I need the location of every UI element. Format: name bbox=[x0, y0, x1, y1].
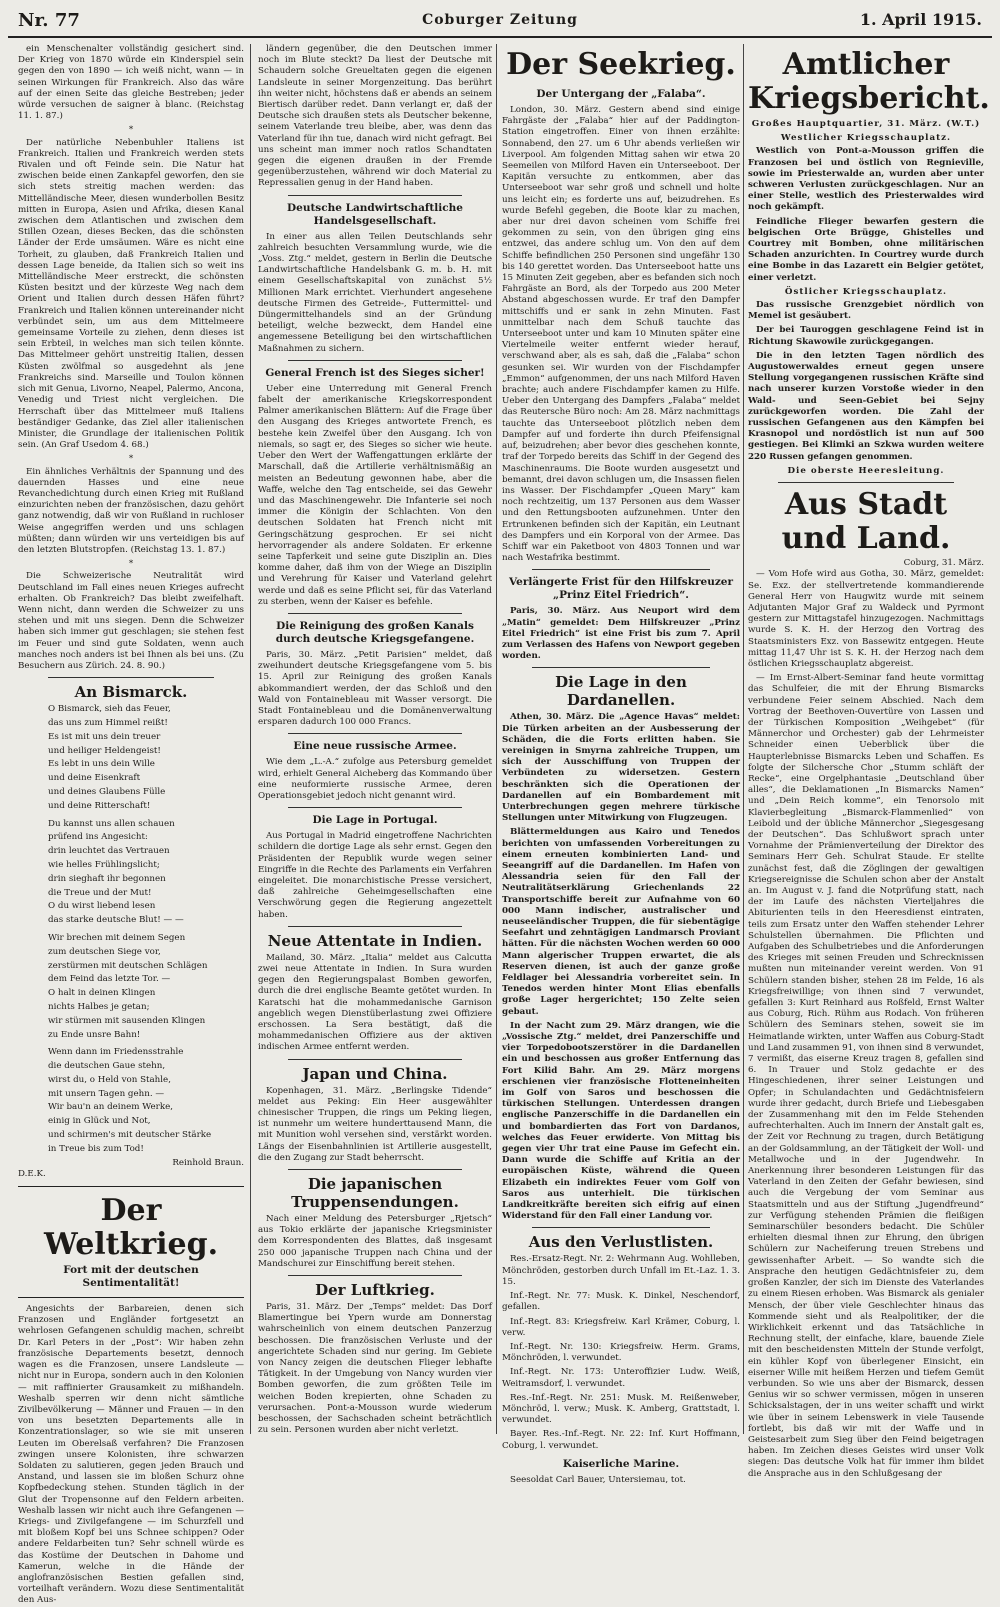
section-title-weltkrieg: Der Weltkrieg. bbox=[43, 1193, 219, 1263]
article-headline: Die japanischen Truppensendungen. bbox=[291, 1175, 459, 1212]
article-headline: Kaiserliche Marine. bbox=[562, 1457, 680, 1470]
article-text: Angesichts der Barbareien, denen sich Franzosen und Engländer fortgesetzt an wehrlosen Gefangenen schuldig machen, schreibt Dr. Karl Peters in der „Post“: Wir haben zehn französische Departements besetzt, dennoch wagen es die Franzosen, unsere Landsleute — nicht nur in Europa, sondern auch in den Kolonien — mit raffinierter Grausamkeit zu mißhandeln. Weshalb sperren wir denn nicht sämtliche Zivilbevölkerung — Männer und Frauen — in den von uns besetzten Departements alle in Konzentrationslager, so wie sie mit unseren Leuten im Oberelsaß verfahren? Die Franzosen zwingen unsere Kolonisten, ihre schwarzen Soldaten zu salutieren, gegen jeden Brauch und Anstand, und lassen sie im bloßen Schurz ohne Kopfbedeckung stehen. Stunden täglich in der Glut der Tropensonne auf den Feldern arbeiten. Weshalb lassen wir nicht auch ihre Gefangenen — Kriegs- und Zivilgefangene — im Schurzfell und mit bloßem Kopf bei uns Schnee schippen? Oder andere Feldarbeiten tun? Sehr schnell würde es das Kostüme der Deutschen in Dahome und Kamerun, welche in die Hände der anglofranzösischen Bestien gefallen sind, vorteilhaft verändern. Wozu diese Sentimentalität den Aus- bbox=[18, 1304, 244, 1606]
poem-line: Wir bau'n an deinem Werke, bbox=[48, 1102, 173, 1113]
divider bbox=[288, 1275, 462, 1276]
poem-line: einig in Glück und Not, bbox=[48, 1116, 151, 1127]
article-text: Paris, 31. März. Der „Temps“ meldet: Das Dorf Blamertingue bei Ypern wurde am Donnerstag wahrscheinlich von einem deutschen Panzerzug beschossen. Die französischen Verluste und der angerichtete Schaden sind nur gering. Im Gebiete von Nancy zeigen die deutschen Flieger lebhafte Tätigkeit. In der Umgebung von Nancy wurden vier Bomben geworfen, die zum größten Teile im weichen Boden krepierten, ohne Schaden zu verursachen. Pont-a-Mousson wurde wiederum beschossen, der Sachschaden scheint beträchtlich zu sein. Personen wurden aber nicht verletzt. bbox=[258, 1302, 492, 1436]
poem-line: die Treue und der Mut! bbox=[48, 887, 152, 898]
poem-line: und deine Ritterschaft! bbox=[48, 800, 151, 811]
separator-star: * bbox=[128, 559, 134, 570]
column-1 bbox=[18, 44, 244, 1606]
divider bbox=[288, 195, 462, 196]
article-headline: Japan und China. bbox=[302, 1064, 448, 1083]
separator-star: * bbox=[128, 125, 134, 136]
poem-line: O halt in deinen Klingen bbox=[48, 988, 156, 999]
column-rule bbox=[496, 44, 497, 1434]
divider bbox=[532, 569, 710, 570]
column-4 bbox=[748, 44, 990, 1479]
dek-label: D.E.K. bbox=[18, 1168, 46, 1179]
subsection-east: Östlicher Kriegsschauplatz. bbox=[784, 286, 948, 297]
casualty-entry: Inf.-Regt. 83: Kriegsfreiw. Karl Krämer, Coburg, l. verw. bbox=[502, 1316, 740, 1338]
poem-line: die deutschen Gaue stehn, bbox=[48, 1061, 166, 1072]
article-text: Kopenhagen, 31. März. „Berlingske Tidende“ meldet aus Peking: Ein Heer ausgewählter chinesischer Truppen, die rings um Peking liegen, ist nunmehr um weitere hunderttausend Mann, die mit Munition wohl versehen sind, verstärkt worden. Längs der Eisenbahnlinien ist Artillerie ausgestellt, die den Zugang zur Stadt beherrscht. bbox=[258, 1085, 492, 1163]
poem-line: prüfend ins Angesicht: bbox=[48, 832, 148, 843]
poem-line: Es ist mit uns dein treuer bbox=[48, 731, 161, 742]
poem-line: Wir brechen mit deinem Segen bbox=[48, 932, 186, 943]
poem-line: und deine Eisenkraft bbox=[48, 773, 141, 784]
poem-line: wie helles Frühlingslicht; bbox=[48, 859, 160, 870]
article-headline: Eine neue russische Armee. bbox=[293, 740, 457, 753]
local-news-text: — Vom Hofe wird aus Gotha, 30. März, gemeldet: Se. Exz. der stellvertretende kommandierende General Herr von Haugwitz wurde mit seinem Adjutanten Major Graf zu Waldeck und Pyrmont gestern zur Mittagstafel hinzugezogen. Nachmittags wurde S. K. H. der Herzog den Vortrag des Staatsministers Exz. von Bassewitz entgegen. Heute mittag 11,47 Uhr ist S. K. H. der Herzog nach dem östlichen Kriegsschauplatz abgereist. bbox=[748, 569, 984, 669]
poem-line: und heiliger Heldengeist! bbox=[48, 745, 161, 756]
poem-line: Du kannst uns allen schauen bbox=[48, 818, 175, 829]
article-headline: Der Untergang der „Falaba“. bbox=[536, 88, 706, 100]
poem-title: An Bismarck. bbox=[74, 683, 188, 702]
divider bbox=[288, 1059, 462, 1060]
poem-line: Es lebt in uns dein Wille bbox=[48, 759, 155, 770]
divider bbox=[532, 667, 710, 668]
article-text: London, 30. März. Gestern abend sind einige Fahrgäste der „Falaba“ hier auf der Paddington-Station eingetroffen. Einer von ihnen erzählte: Sonnabend, den 27. um 6 Uhr abends verließen wir Liverpool. Am folgenden Mittag sahen wir etwa 20 Seemeilen von Milford Haven ein Unterseeboot. Der Kapitän versuchte zu entkommen, aber das Unterseeboot war sehr groß und schnell und holte uns leicht ein; es forderte uns auf, beizudrehen. Es wurde Befehl gegeben, die Boote klar zu machen, aber nur drei davon scheinen vom Schiffe frei gekommen zu sein, von den übrigen ging eins entzwei, das andere schlug um. Von den auf dem Schiffe befindlichen 250 Personen sind ungefähr 130 bis 140 gerettet worden. Das Unterseeboot hatte uns 15 Minuten Zeit gegeben, aber es befanden sich noch Fahrgäste an Bord, als der Torpedo aus 200 Meter Abstand abgeschossen wurde. Er traf den Dampfer mittschiffs und er sank in zehn Minuten. Fast unmittelbar nach dem Schuß tauchte das Unterseeboot unter und kam 10 Minuten später eine Viertelmeile weiter entfernt wieder herauf, verschwand aber, als es sah, daß die „Falaba“ schon gesunken sei. Wir wurden von der Fischdampfer „Emmon“ aufgenommen, der uns nach Milford Haven brachte; auch andere Fischdampfer kamen zu Hilfe. Ueber den Untergang des Dampfers „Falaba“ meldet das Reutersche Büro noch: Am 28. März nachmittags tauchte das Unterseeboot plötzlich neben dem Dampfer auf und forderte ihn durch Pfeifensignal auf, beizudrehen; aber bevor dies geschehen konnte, traf der Torpedo bereits das Schiff in der Gegend des Maschinenraums. Die Boote wurden ausgesetzt und bemannt, drei davon schlugen um, die Insassen fielen ins Wasser. Der Fischdampfer „Queen Mary“ kam noch rechtzeitig, um 137 Personen aus dem Wasser und den Rettungsbooten aufzunehmen. Unter den Ertrunkenen befinden sich der Kapitän, ein Leutnant des Dampfers und ein Korporal von der Armee. Das Schiff war ein Paketboot von 4803 Tonnen und war nach Westafrika bestimmt. bbox=[502, 105, 740, 564]
poem-line: O du wirst liebend lesen bbox=[48, 901, 156, 912]
casualty-entry: Inf.-Regt. Nr. 173: Unteroffizier Ludw. Weiß, Weitramsdorf, l. verwundet. bbox=[502, 1367, 740, 1389]
article-headline: Neue Attentate in Indien. bbox=[267, 931, 483, 950]
article-headline: Verlängerte Frist für den Hilfskreuzer „Prinz Eitel Friedrich“. bbox=[508, 576, 734, 602]
poem-line: das uns zum Himmel reißt! bbox=[48, 717, 168, 728]
article-text: Aus Portugal in Madrid eingetroffene Nachrichten schildern die dortige Lage als sehr ernst. Gegen den Präsidenten der Republik wurde wegen seiner Eingriffe in die Rechte des Parlaments ein Verfahren eingeleitet. Die monarchistische Presse versichert, daß zahlreiche Geheimgesellschaften eine Verschwörung gegen die Regierung angezettelt haben. bbox=[258, 831, 492, 920]
subsection-west: Westlicher Kriegsschauplatz. bbox=[780, 133, 952, 144]
bismarck-quote: ein Menschenalter vollständig gesichert sind. Der Krieg von 1870 würde ein Kinderspiel sein gegen den von 1890 — ich weiß nicht, wann — in seinen Wirkungen für Frankreich. Also das wäre auf der einen Seite das gleiche Bestreben; jeder würde versuchen de saigner à blanc. (Reichstag 11. 1. 87.) bbox=[18, 44, 244, 122]
poem-line: drin leuchtet das Vertrauen bbox=[48, 846, 170, 857]
article-headline: Die Lage in Portugal. bbox=[312, 814, 438, 827]
article-headline: General French ist des Sieges sicher! bbox=[265, 366, 485, 379]
column-rule bbox=[250, 44, 251, 1434]
report-text: Das russische Grenzgebiet nördlich von Memel ist gesäubert. bbox=[748, 300, 984, 322]
article-text: Wie dem „L.-A.“ zufolge aus Petersburg gemeldet wird, erhielt General Aicheberg das Kommando über eine neuformierte russische Armee, deren Operationsgebiet jedoch nicht genannt wird. bbox=[258, 757, 492, 801]
poem-line: mit unsern Tagen gehn. — bbox=[48, 1088, 165, 1099]
column-3 bbox=[502, 44, 740, 1485]
article-headline: Fort mit der deutschen Sentimentalität! bbox=[63, 1264, 199, 1290]
poem bbox=[18, 704, 244, 1156]
article-headline: Deutsche Landwirtschaftliche Handelsgesellschaft. bbox=[287, 201, 463, 227]
article-headline: Der Luftkrieg. bbox=[315, 1281, 435, 1300]
section-title-stadt-land: Aus Stadt und Land. bbox=[781, 487, 951, 557]
casualty-entry: Res.-Ersatz-Regt. Nr. 2: Wehrmann Aug. Wohlleben, Mönchröden, gestorben durch Unfall im Et.-Laz. 1. 3. 15. bbox=[502, 1254, 740, 1287]
report-text: Westlich von Pont-a-Mousson griffen die Franzosen bei und östlich von Regnieville, sowie im Priesterwalde an, wurden aber unter schweren Verlusten zurückgeschlagen. Nur an einer Stelle, westlich des Priesterwaldes wird noch gekämpft. bbox=[748, 146, 984, 213]
article-headline: Aus den Verlustlisten. bbox=[528, 1233, 714, 1252]
casualty-entry: Inf.-Regt. Nr. 130: Kriegsfreiw. Herm. Grams, Mönchröden, l. verwundet. bbox=[502, 1341, 740, 1364]
divider bbox=[288, 926, 462, 927]
poem-line: wirst du, o Held von Stahle, bbox=[48, 1074, 171, 1085]
divider bbox=[288, 1169, 462, 1170]
poem-line: O Bismarck, sieh das Feuer, bbox=[48, 704, 171, 715]
section-title-seekrieg: Der Seekrieg. bbox=[506, 47, 736, 82]
report-text: Feindliche Flieger bewarfen gestern die belgischen Orte Brügge, Ghistelles und Courtrey mit Bomben, ohne militärischen Schaden anzurichten. In Courtrey wurde durch eine Bombe in das Lazarett ein Belgier getötet, einer verletzt. bbox=[748, 216, 984, 283]
bismarck-quote: Die Schweizerische Neutralität wird Deutschland im Fall eines neuen Krieges aufrecht erhalten. Ob Frankreich? Das bleibt zweifelhaft. Wenn nicht, dann werden die Schweizer zu uns stehen und mit uns siegen. Denn die Schweizer haben sich immer gut geschlagen; sie stehen fest im Feuer und sind gute Soldaten, wenn auch manches noch anders ist bei Ihnen als bei uns. (Zu Besuchern aus Zürich. 24. 8. 90.) bbox=[18, 571, 244, 671]
poem-line: und deines Glaubens Fülle bbox=[48, 786, 166, 797]
report-text: Der bei Tauroggen geschlagene Feind ist in Richtung Skawowile zurückgegangen. bbox=[748, 325, 984, 347]
poem-line: das starke deutsche Blut! — — bbox=[48, 915, 184, 926]
weltkrieg-box bbox=[18, 1186, 244, 1298]
report-signature: Die oberste Heeresleitung. bbox=[787, 465, 945, 476]
divider bbox=[288, 613, 462, 614]
poem-author: Reinhold Braun. bbox=[172, 1157, 244, 1168]
article-text: In der Nacht zum 29. März drangen, wie die „Vossische Ztg.“ meldet, drei Panzerschiffe und vier Torpedobootszerstörer in die Dardanellen ein und beschossen aus großer Entfernung das Fort Kilid Bahr. Am 29. März morgens erschienen vier französische Flotteneinheiten im Golf von Saros und beschossen die türkischen Stellungen. Unterdessen drangen englische Panzerschiffe in die Dardanellen ein und bombardierten das Fort von Dardanos, welches das Feuer erwiderte. Von Mittag bis gegen vier Uhr trat eine Pause im Gefecht ein. Dann wurde die Schiffe auf Kritia an der europäischen Küste, während die Queen Elizabeth ein indirektes Feuer vom Golf von Saros aus unterhielt. Die türkischen Landkreitkräfte bereiten sich eifrig auf einen Widerstand für den Fall einer Landung vor. bbox=[502, 1020, 740, 1222]
article-headline: Die Lage in den Dardanellen. bbox=[555, 673, 687, 710]
divider bbox=[532, 1227, 710, 1228]
casualty-entry: Res.-Inf.-Regt. Nr. 251: Musk. M. Reißenweber, Mönchröd, l. verw.; Musk. K. Amberg, Grattstadt, l. verwundet. bbox=[502, 1392, 740, 1426]
report-dateline: Großes Hauptquartier, 31. März. (W.T.) bbox=[751, 119, 981, 129]
article-text: ländern gegenüber, die den Deutschen immer noch im Blute steckt? Da liest der Deutsche mit Schaudern solche Greueltaten gegen die eigenen Landsleute in seiner Morgenzeitung. Das berührt ihn weiter nicht, höchstens daß er abends an seinem Biertisch darüber redet. Dann verlangt er, daß der Deutsche sich draußen stets als Deutscher bekenne, seinem Vaterlande treu bleibe, aber, was denn das Vaterland für ihn tue, danach wird nicht gefragt. Bei uns scheint man immer noch ratlos Schandtaten gegen die eigenen draußen in der Fremde gegenüberzustehen, während wir doch Material zu Repressalien genug in der Hand haben. bbox=[258, 44, 492, 189]
divider bbox=[288, 360, 462, 361]
casualty-entry: Bayer. Res.-Inf.-Regt. Nr. 22: Inf. Kurt Hoffmann, Coburg, l. verwundet. bbox=[502, 1429, 740, 1451]
column-2 bbox=[258, 44, 492, 1434]
poem-line: nichts Halbes je getan; bbox=[48, 1001, 150, 1012]
paper-name: Coburger Zeitung bbox=[422, 12, 578, 28]
article-text: Paris, 30. März. „Petit Parisien“ meldet, daß zweihundert deutsche Kriegsgefangene vom 5. bis 15. April zur Reinigung des großen Kanals abkommandiert werden, der das Schloß und den Wald von Fontainebleau mit Wasser versorgt. Die Stadt Fontainebleau und die Domänenverwaltung ersparen dadurch 100 000 Francs. bbox=[258, 649, 492, 728]
poem-line: drin sieghaft ihr begonnen bbox=[48, 873, 166, 884]
separator-star: * bbox=[128, 454, 134, 465]
local-dateline: Coburg, 31. März. bbox=[903, 558, 984, 569]
article-text: Nach einer Meldung des Petersburger „Rjetsch“ aus Tokio erklärte der japanische Kriegsminister dem Korrespondenten des Blattes, daß insgesamt 250 000 japanische Truppen nach China und der Mandschurei zur Einschiffung bereit stehen. bbox=[258, 1214, 492, 1269]
issue-date: 1. April 1915. bbox=[859, 10, 982, 29]
article-text: Blättermeldungen aus Kairo und Tenedos berichten von umfassenden Vorbereitungen zu einem erneuten kombinierten Land- und Seeangriff auf die Dardanellen. Im Hafen von Alessandria seien für den Fall der Neutralitätserklärung Griechenlands 22 Transportschiffe bereit zur Aufnahme von 60 000 Mann indischer, australischer und neuseeländischer Truppen, die für siebentägige Seefahrt und zehntägigen Landmarsch Proviant hätten. Für die nächsten Wochen werden 60 000 Mann algerischer Truppen erwartet, die als Reserven dienen, ist auch der ganze große Feldlager bei Alessandria vorbereitet sein. In Tenedos werden hinter Mont Elias ebenfalls große Lager hergerichtet; 150 Zelte seien gebaut. bbox=[502, 827, 740, 1017]
poem-line: wir stürmen mit sausenden Klingen bbox=[48, 1015, 206, 1026]
article-headline: Die Reinigung des großen Kanals durch deutsche Kriegsgefangene. bbox=[275, 619, 475, 645]
poem-line: Wenn dann im Friedensstrahle bbox=[48, 1047, 184, 1058]
article-text: Ueber eine Unterredung mit General French fabelt der amerikanische Kriegskorrespondent Palmer amerikanischen Blättern: Auf die Frage über den Ausgang des Krieges antwortete French, es bestehe kein Zweifel über den Ausgang. Ich von niemals, so sagt er, des Sieges so sicher wie heute. Ueber den Wert der Waffengattungen erklärte der Marschall, daß die Artillerie verhältnismäßig an meisten an Bedeutung gewonnen habe, aber die Waffe, welche den Tag entscheide, sei das Gewehr und das Maschinengewehr. Die Infanterie sei noch immer die Königin der Schlachten. Von den deutschen Soldaten hat French nicht mit Geringschätzung gesprochen. Er sei nicht hervorragender als andere Soldaten. Er erkenne seine Tapferkeit und seine gute Disziplin an. Dies komme daher, daß ihm von der Wiege an Disziplin und Verehrung für Kaiser und Vaterland gelehrt werde und daß es seine Pflicht sei, für das Vaterland zu sterben, wenn der Kaiser es befehle. bbox=[258, 383, 492, 607]
article-text: Athen, 30. März. Die „Agence Havas“ meldet: Die Türken arbeiten an der Ausbesserung der Schäden, die die Forts erlitten haben. Sie vereinigen in Smyrna zahlreiche Truppen, um sich der Ausschiffung von Truppen der Verbündeten zu widersetzen. Gestern beschränkten sich die Operationen der Dardanellen auf ein Bombardement mit Unterbrechungen gegen mehrere türkische Stellungen unter Mitwirkung von Flugzeugen. bbox=[502, 712, 740, 824]
report-text: Die in den letzten Tagen nördlich des Augustowerwaldes erneut gegen unsere Stellung vorgegangenen russischen Kräfte sind nach unserer kurzen Vorstoße wieder in den Wald- und Seen-Gebiet bei Sejny zurückgeworfen worden. Die Zahl der russischen Gefangenen aus den Kämpfen bei Krasnopol und nordöstlich ist nun auf 500 gestiegen. Bei Klimki an Szkwa wurden weitere 220 Russen gefangen genommen. bbox=[748, 350, 984, 462]
divider bbox=[778, 482, 954, 483]
article-text: Paris, 30. März. Aus Neuport wird dem „Matin“ gemeldet: Dem Hilfskreuzer „Prinz Eitel Friedrich“ ist eine Frist bis zum 7. April zum Verlassen des Hafens von Newport gegeben worden. bbox=[502, 606, 740, 662]
column-rule bbox=[743, 44, 744, 1434]
casualty-entry: Seesoldat Carl Bauer, Untersiemau, tot. bbox=[510, 1474, 686, 1485]
bismarck-quote: Ein ähnliches Verhältnis der Spannung und des dauernden Hasses und eine neue Revanchedichtung durch einen Krieg mit Rußland einzurichten neben der französischen, dazu gehört ganz notwendig, daß wir von Rußland in ruchloser Weise angegriffen werden und uns schlagen müßten; dann würden wir uns verteidigen bis auf den letzten Blutstropfen. (Reichstag 13. 1. 87.) bbox=[18, 466, 244, 555]
poem-line: in Treue bis zum Tod! bbox=[48, 1143, 144, 1154]
divider bbox=[288, 807, 462, 808]
poem-line: zu Ende unsre Bahn! bbox=[48, 1029, 141, 1040]
article-text: Mailand, 30. März. „Italia“ meldet aus Calcutta zwei neue Attentate in Indien. In Sura wurden gegen den Regierungspalast Bomben geworfen, durch die drei englische Beamte getötet wurden. In Karatschi hat die mohammedanische Garnison angeblich wegen Dienstüberlastung zwei Offiziere erschossen. La Sera bestätigt, daß die mohammedanischen Offiziere aus der aktiven indischen Armee entfernt werden. bbox=[258, 952, 492, 1053]
section-title-kriegsbericht: Amtlicher Kriegsbericht. bbox=[748, 47, 990, 116]
poem-line: zum deutschen Siege vor, bbox=[48, 946, 161, 957]
issue-number: Nr. 77 bbox=[18, 10, 80, 31]
divider bbox=[48, 677, 214, 678]
poem-line: dem Feind das letzte Tor. — bbox=[48, 974, 171, 985]
dek-mark bbox=[18, 1169, 244, 1180]
article-text: In einer aus allen Teilen Deutschlands sehr zahlreich besuchten Versammlung wurde, wie die „Voss. Ztg.“ meldet, gestern in Berlin die Deutsche Landwirtschaftliche Handelsbank G. m. b. H. mit einem Gesellschaftskapital von zunächst 5½ Millionen Mark errichtet. Vierhundert angesehene deutsche Firmen des Getreide-, Futtermittel- und Düngermittelhandels sind an der Gründung beteiligt, welche bezweckt, dem Handel eine angemessene Beteiligung bei den wirtschaftlichen Maßnahmen zu sichern. bbox=[258, 231, 492, 354]
divider bbox=[288, 733, 462, 734]
poem-line: zerstürmen mit deutschen Schlägen bbox=[48, 960, 208, 971]
local-news-text: — Im Ernst-Albert-Seminar fand heute vormittag das Schulfeier, die mit der Ehrung Bismarcks verbundene Feier seinem Abschied. Nach dem Vortrag der Beethoven-Ouvertüre von Lassen und der Türkischen Komposition „Weihgebet“ (für Männerchor und Orchester) gab der Lehrmeister Schneider einen Ueberblick über die Haupterlebnisse Bismarcks Leben und Schaffen. Es folgte der Silchersche Chor „Stumm schläft der Recke“, eine Orgelphantasie „Deutschland über alles“, die Deklamationen „In Bismarcks Namen“ und „Dein Reich komme“, ein Tenorsolo mit Klavierbegleitung „Bismarck-Flammenlied“ von Leibold und der übliche Männerchor „Siegesgesang der Deutschen“. Das Schlußwort sprach unter Vornahme der Prämienverteilung der Direktor des Seminars Herr Geh. Schulrat Staude. Er stellte zunächst fest, daß die Zöglingen der gewaltigen Kriegsereignisse die Schulen schon aber der Anstalt an. Im August v. J. fand die Notprüfung statt, nach der im Laufe des nächsten Vierteljahres die Abiturienten teils in den Heeresdienst eintraten, teils zum Ersatz unter den Waffen stehender Lehrer Schulstellen übernahmen. Die Pflichten und Aufgaben des Schulbetriebes und die Anforderungen des Krieges mit seinen Freuden und Schrecknissen mußten nun miteinander vereint werden. Von 91 Schülern standen bisher, stehen 28 im Felde, 16 als Kriegsfreiwillige; von ihnen sind 7 verwundet, gefallen 3: Kurt Reinhard aus Roßfeld, Ernst Walter aus Coburg, Rich. Rühm aus Rodach. Von früheren Schülern des Seminars stehen, soweit sie im Heimatlande wirkten, unter Waffen aus Coburg-Stadt und Land zusammen 91, von ihnen sind 8 verwundet, 7 vermißt, das eiserne Kreuz tragen 8, gefallen sind 6. In Trauer und Stolz gedachte er des Hingeschiedenen, ihrer seiner Leistungen und Opfer; in Schulandachten und Gedächtnisfeiern wurde ihrer gedacht, durch Briefe und Liebesgaben der Zusammenhang mit den im Felde Stehenden aufrechterhalten. Auch im Innern der Anstalt galt es, der Zeit vor Rechnung zu tragen, durch Betätigung an der Goldsammlung, an der Tätigkeit der Woll- und Metallwoche und in der Jugendwehr. In Anerkennung ihrer besonderen Leistungen für das Vaterland in den Zeiten der Gefahr bewiesen, sind auch die Vergebung der vom Seminar aus Staatsmitteln und aus der Stiftung „Jugendfreund“ zur Verfügung stehenden Prämien die fleißigen Seminarschüler besonders bedacht. Die Schüler erhielten diesmal ihnen zur Ehrung, den übrigen Schülern zur Nacheiferung treuen Strebens und gewissenhafter Arbeit. — So wandte sich die Ansprache den heutigen Gedächtnisfeier zu, dem großen Kanzler, der sich im Dienste des Vaterlandes zu einem Riesen erhoben. Was Bismarck als genialer Mensch, der über viele Geschlechter hinaus das Kommende sieht und als Realpolitiker, der die Wirklichkeit erkennt und das Tatsächliche in Rechnung stellt, der einfache, klare, bauende Ziele mit den bescheidensten Mitteln der Stunde verfolgt, ein kühler Kopf von überlegener Einsicht, ein eiserner Wille mit heißem Herzen und tiefem Gemüt verbunden. So wie uns aber der Bismarck, dessen Genius wir so schwer vermissen, mögen in unseren Schicksalstagen, der in uns weiter schafft und wirkt wie über in seinem Lebenswerk in viele Tausende fortlebt, bis daß wir mit der Waffe und in Geistesarbeit zum Sieg über den Feind beigetragen haben. Im Zeichen dieses Geistes wird unser Volk siegen: Das deutsche Volk hat für immer ihm bildet die Ansprache aus in den Schlußgesang der bbox=[748, 673, 984, 1479]
casualty-entry: Inf.-Regt. Nr. 77: Musk. K. Dinkel, Neschendorf, gefallen. bbox=[502, 1291, 740, 1313]
masthead bbox=[8, 6, 992, 38]
bismarck-quote: Der natürliche Nebenbuhler Italiens ist Frankreich. Italien und Frankreich werden stets Rivalen und oft Feinde sein. Die Natur hat zwischen beide einen Zankapfel geworfen, den sie sich stets streitig machen werden: das Mittelländische Meer, diesen wunderbollen Besitz mitten in Europa, Asien und Afrika, diesen Kanal zwischen dem Atlantischen und zwischen dem Stillen Ozean, dieses Becken, das die schönsten Länder der Erde umsäumen. Wäre es nicht eine Torheit, zu glauben, daß Frankreich Italien und dessen Lage beneide, da Italien sich so weit ins Mittelländische Meer erstreckt, die schönsten Küsten besitzt und der kürzeste Weg nach dem Orient und Italien durch dessen Häfen führt? Frankreich und Italien können untereinander nicht verbündet sein, um aus dem Mittelmeere gemeinsame Vorteile zu ziehen, denn dieses ist sein Erbteil, in welches man sich teilen könnte. Das Mittelmeer gehört unstreitig Italien, dessen Küsten zwölfmal so ausgedehnt als jene Frankreichs sind. Marseille und Toulon können sich mit Genua, Livorno, Neapel, Palermo, Ancona, Venedig und Triest nicht vergleichen. Die Herrschaft über das Mittelmeer muß Italiens beständiger Gedanke, das Ziel aller italienischen Minister, die Grundlage der italienischen Politik sein. (An Graf Usedom 4. 68.) bbox=[18, 137, 244, 451]
poem-line: und schirmen's mit deutscher Stärke bbox=[48, 1130, 212, 1141]
